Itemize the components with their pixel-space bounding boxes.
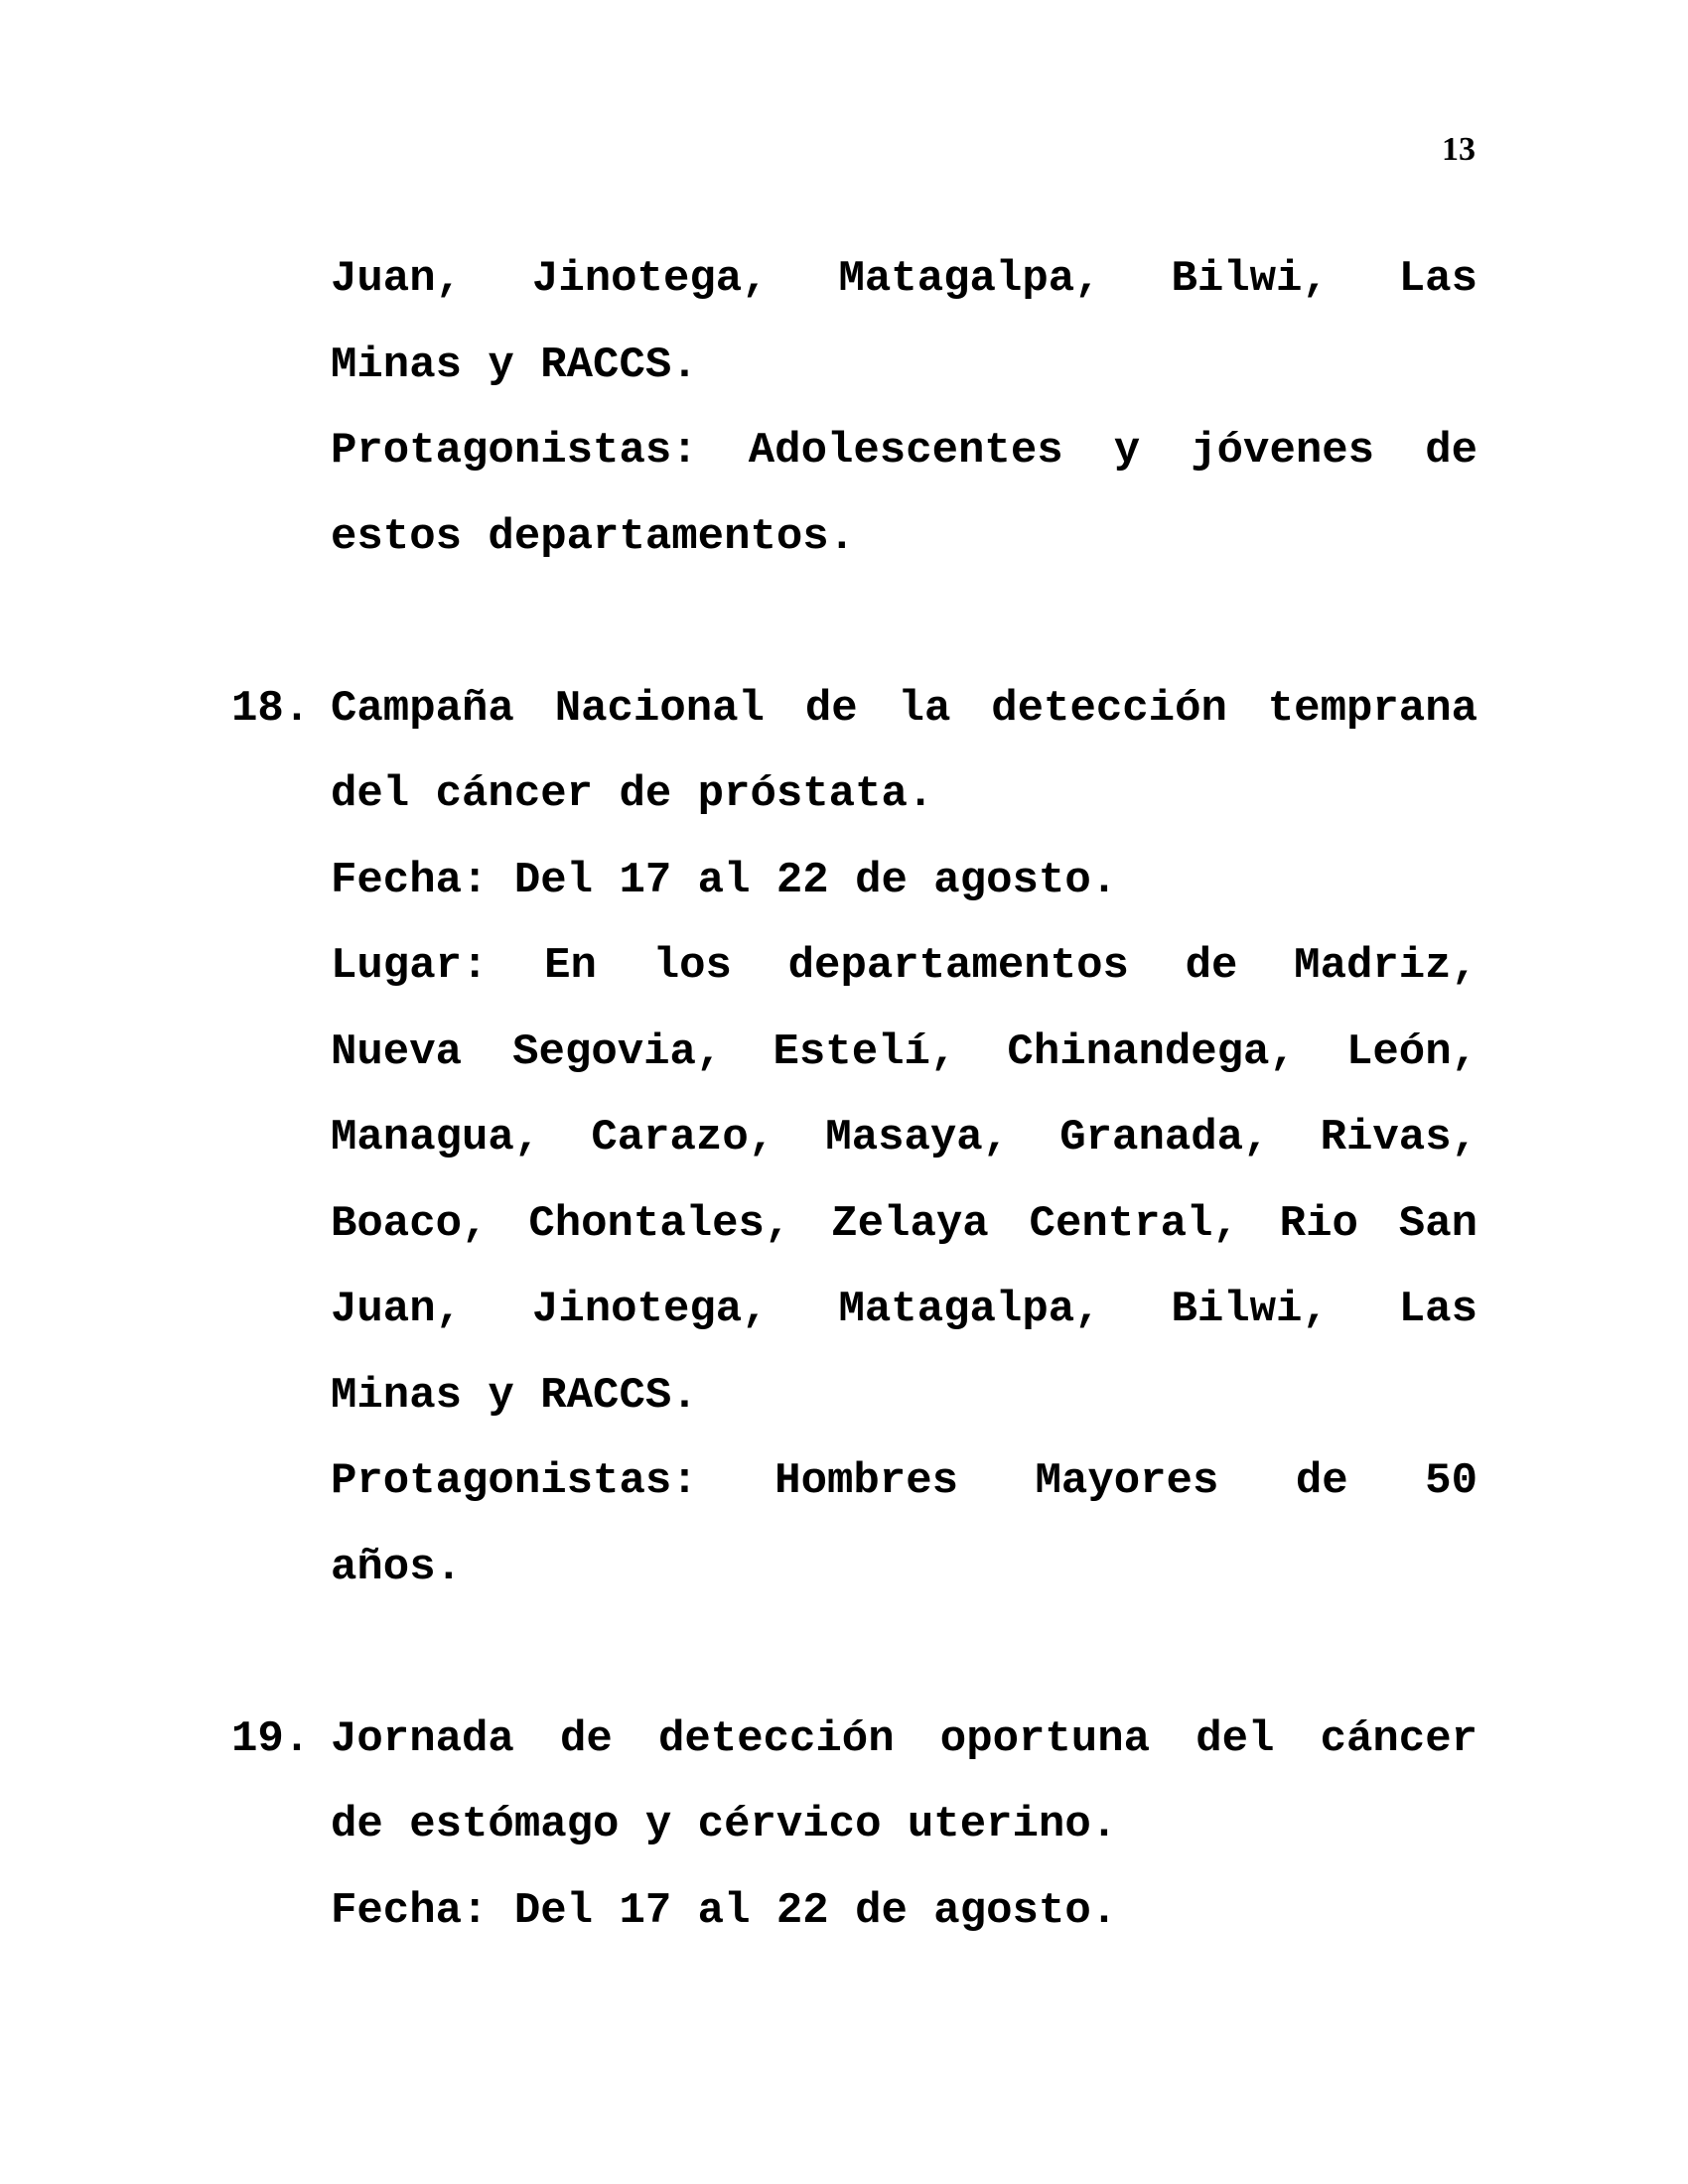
continuation-line: Minas y RACCS. — [331, 340, 698, 390]
paragraph-gap — [331, 1610, 1477, 1697]
page-number: 13 — [1442, 131, 1476, 168]
list-item-18 — [231, 666, 1477, 1611]
item-lugar-line: Managua, Carazo, Masaya, Granada, Rivas, — [331, 1113, 1477, 1162]
item-title-line: del cáncer de próstata. — [331, 769, 934, 819]
continuation-line: Juan, Jinotega, Matagalpa, Bilwi, Las — [331, 254, 1477, 304]
item-title-line: de estómago y cérvico uterino. — [331, 1800, 1118, 1849]
list-item-number: 18. — [231, 683, 311, 734]
item-protagonistas-line: años. — [331, 1542, 463, 1592]
list-item-19 — [231, 1697, 1477, 1955]
continuation-block — [331, 236, 1477, 580]
item-lugar-line: Boaco, Chontales, Zelaya Central, Rio San — [331, 1198, 1477, 1249]
document-body — [231, 236, 1477, 1954]
paragraph-gap — [331, 580, 1477, 666]
continuation-protagonistas-line: Protagonistas: Adolescentes y jóvenes de — [331, 426, 1477, 476]
item-lugar-line: Lugar: En los departamentos de Madriz, — [331, 941, 1477, 991]
item-lugar-line: Juan, Jinotega, Matagalpa, Bilwi, Las — [331, 1285, 1477, 1334]
item-fecha: Fecha: Del 17 al 22 de agosto. — [331, 1885, 1118, 1936]
item-lugar-line: Nueva Segovia, Estelí, Chinandega, León, — [331, 1026, 1477, 1077]
item-protagonistas-line: Protagonistas: Hombres Mayores de 50 — [331, 1456, 1477, 1506]
item-lugar-line: Minas y RACCS. — [331, 1370, 698, 1421]
list-item-number: 19. — [231, 1713, 311, 1764]
continuation-protagonistas-line: estos departamentos. — [331, 511, 856, 562]
item-title-line: Jornada de detección oportuna del cáncer — [331, 1713, 1477, 1764]
item-fecha: Fecha: Del 17 al 22 de agosto. — [331, 855, 1118, 905]
item-title-line: Campaña Nacional de la detección temprana — [331, 683, 1477, 734]
